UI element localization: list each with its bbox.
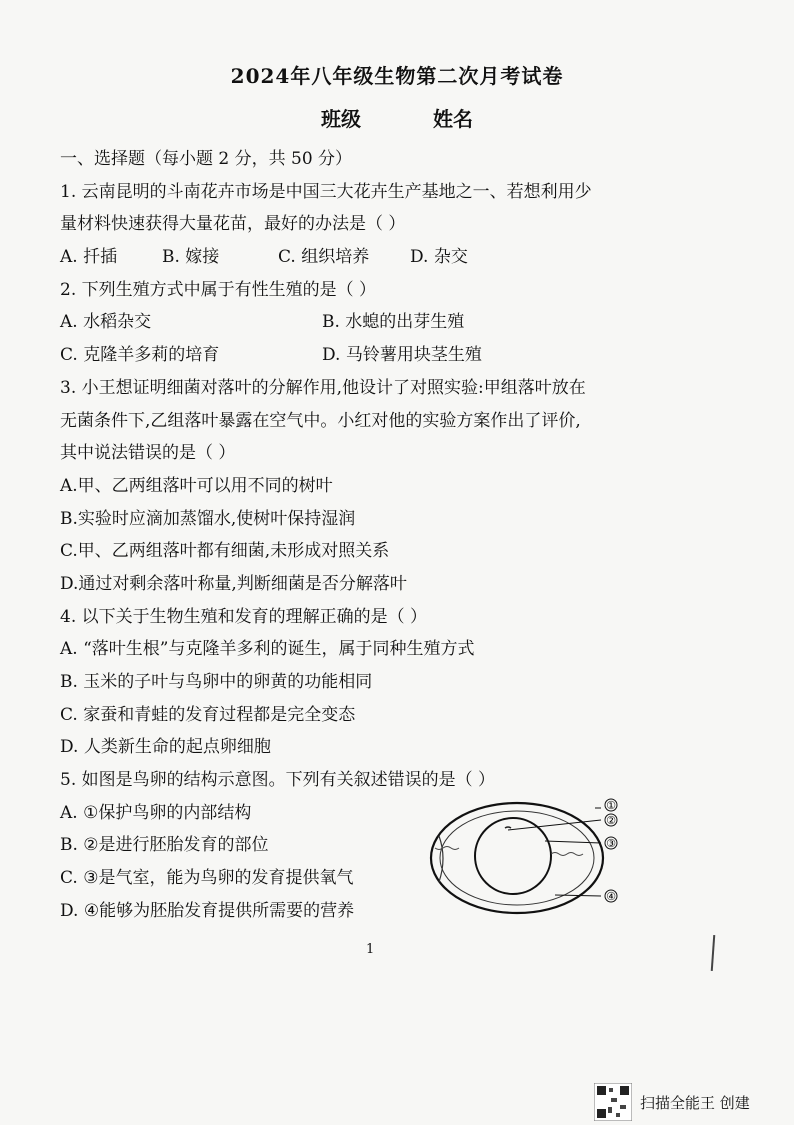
q4-stem: 4. 以下关于生物生殖和发育的理解正确的是（ ） <box>60 606 428 627</box>
page-number: 1 <box>366 942 375 957</box>
q1-stem-line1: 1. 云南昆明的斗南花卉市场是中国三大花卉生产基地之一、若想利用少 <box>60 181 592 202</box>
exam-title: 2024年八年级生物第二次月考试卷 <box>230 64 564 88</box>
q3-option-a: A.甲、乙两组落叶可以用不同的树叶 <box>60 475 333 496</box>
q2-option-a: A. 水稻杂交 <box>60 312 152 333</box>
chalaza-right <box>551 853 583 856</box>
q4-option-a: A. “落叶生根”与克隆羊多利的诞生，属于同种生殖方式 <box>60 639 475 660</box>
q5-option-c: C. ③是气室，能为鸟卵的发育提供氧气 <box>60 868 354 889</box>
q3-stem-line2: 无菌条件下,乙组落叶暴露在空气中。小红对他的实验方案作出了评价, <box>60 410 581 431</box>
q3-stem-line3: 其中说法错误的是（ ） <box>60 443 236 464</box>
name-label: 姓名 <box>433 107 473 131</box>
q1-option-c: C. 组织培养 <box>278 247 370 268</box>
q2-stem: 2. 下列生殖方式中属于有性生殖的是（ ） <box>60 279 377 300</box>
q5-option-a: A. ①保护鸟卵的内部结构 <box>60 802 252 823</box>
q4-option-b: B. 玉米的子叶与鸟卵中的卵黄的功能相同 <box>60 672 373 692</box>
egg-shell-outline <box>431 803 603 913</box>
exam-content <box>60 143 750 928</box>
q3-stem-line1: 3. 小王想证明细菌对落叶的分解作用,他设计了对照实验:甲组落叶放在 <box>60 377 586 398</box>
q5-stem: 5. 如图是鸟卵的结构示意图。下列有关叙述错误的是（ ） <box>60 770 496 791</box>
label-3: ③ <box>606 837 616 850</box>
egg-shell-membrane <box>440 811 594 905</box>
q1-stem-line2: 量材料快速获得大量花苗，最好的办法是（ ） <box>60 214 406 235</box>
q2-option-c: C. 克隆羊多莉的培育 <box>60 345 220 366</box>
pen-mark <box>711 935 716 971</box>
q1-option-b: B. 嫁接 <box>162 247 220 268</box>
chalaza-left <box>435 847 459 850</box>
q1-option-d: D. 杂交 <box>410 247 468 268</box>
q2-options-row1 <box>60 306 750 339</box>
label-4: ④ <box>606 890 616 903</box>
q3-option-d: D.通过对剩余落叶称量,判断细菌是否分解落叶 <box>60 573 407 594</box>
q2-option-b: B. 水螅的出芽生殖 <box>322 312 465 333</box>
label-1: ① <box>606 799 616 812</box>
q5-option-d: D. ④能够为胚胎发育提供所需要的营养 <box>60 900 355 921</box>
q2-option-d: D. 马铃薯用块茎生殖 <box>322 345 482 366</box>
scanner-app-name: 扫描全能王 创建 <box>640 1093 750 1112</box>
label-2: ② <box>606 814 616 827</box>
scanner-watermark <box>594 1083 750 1121</box>
qr-logo-icon <box>594 1083 632 1121</box>
q4-option-d: D. 人类新生命的起点卵细胞 <box>60 737 271 758</box>
q1-option-a: A. 扦插 <box>60 247 118 268</box>
q5-option-b: B. ②是进行胚胎发育的部位 <box>60 835 269 856</box>
q2-options-row2 <box>60 339 750 372</box>
bird-egg-diagram <box>425 796 635 921</box>
class-label: 班级 <box>321 107 361 131</box>
q1-options <box>60 241 750 274</box>
q3-option-b: B.实验时应滴加蒸馏水,使树叶保持湿润 <box>60 508 356 529</box>
q3-option-c: C.甲、乙两组落叶都有细菌,未形成对照关系 <box>60 541 390 562</box>
q4-option-c: C. 家蚕和青蛙的发育过程都是完全变态 <box>60 704 356 725</box>
section-heading: 一、选择题（每小题 2 分，共 50 分） <box>60 149 353 169</box>
student-info-line <box>0 103 794 132</box>
germinal-disc <box>505 827 511 828</box>
